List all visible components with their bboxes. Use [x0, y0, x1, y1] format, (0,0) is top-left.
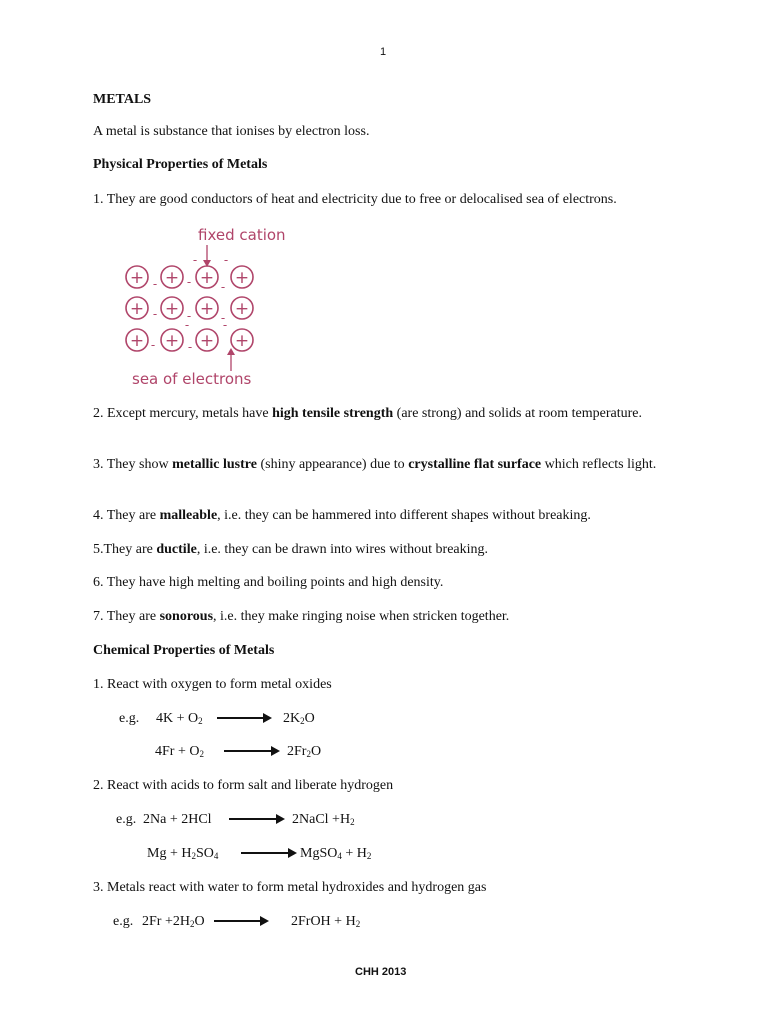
electron-minus: - — [220, 311, 226, 325]
cation-plus: + — [129, 331, 145, 351]
electron-minus: - — [220, 280, 226, 294]
physical-property-3: 3. They show metallic lustre (shiny appearance) due to crystalline flat surface which reflects light. — [93, 457, 657, 472]
eq3-prefix: e.g. — [116, 812, 137, 827]
chemical-property-2: 2. React with acids to form salt and liberate hydrogen — [93, 778, 394, 793]
eq4-reactants: $Mg + H_2SO_4$ — [147, 846, 219, 861]
eq3-arrow — [229, 818, 283, 820]
eq2-arrow — [224, 750, 278, 752]
physical-property-7: 7. They are sonorous, i.e. they make ringing noise when stricken together. — [93, 609, 510, 624]
eq4-products: MgSO$_4$ + $H_2$ — [300, 846, 372, 861]
physical-properties-heading: Physical Properties of Metals — [93, 157, 268, 172]
cation-plus: + — [164, 268, 180, 288]
electron-minus: - — [222, 318, 228, 332]
eq2-reactants: $4Fr + O_2$ — [155, 744, 204, 759]
chemical-property-3: 3. Metals react with water to form metal hydroxides and hydrogen gas — [93, 880, 487, 895]
electron-minus: - — [187, 340, 193, 354]
eq5-products: 2FrOH + $H_2$ — [291, 914, 361, 929]
sea-of-electrons-arrowhead — [227, 348, 235, 355]
electron-minus: - — [152, 277, 158, 291]
metallic-bonding-svg — [115, 220, 315, 395]
cation-plus: + — [129, 268, 145, 288]
page-number: 1 — [380, 46, 387, 58]
eq5-prefix: e.g. — [113, 914, 134, 929]
eq3-reactants: 2Na + 2HCl — [143, 812, 212, 827]
cation-plus: + — [199, 299, 215, 319]
electron-minus: - — [186, 275, 192, 289]
physical-property-4: 4. They are malleable, i.e. they can be hammered into different shapes without breaking. — [93, 508, 591, 523]
physical-property-1: 1. They are good conductors of heat and electricity due to free or delocalised sea of electrons. — [93, 192, 617, 207]
electron-minus: - — [150, 338, 156, 352]
eq1-prefix: e.g. — [119, 711, 140, 726]
cation-plus: + — [164, 299, 180, 319]
physical-property-2: 2. Except mercury, metals have high tensile strength (are strong) and solids at room temperature. — [93, 406, 642, 421]
fixed-cation-label: fixed cation — [198, 226, 286, 244]
cation-plus: + — [164, 331, 180, 351]
eq5-arrow — [214, 920, 267, 922]
eq5-reactants: $2Fr +2H_2O$ — [142, 914, 205, 929]
metallic-bonding-diagram — [115, 220, 315, 395]
chemical-property-1: 1. React with oxygen to form metal oxides — [93, 677, 332, 692]
cation-plus: + — [199, 331, 215, 351]
eq4-arrow — [241, 852, 295, 854]
eq1-products: $2K_2O$ — [283, 711, 315, 726]
cation-plus: + — [234, 268, 250, 288]
cation-plus: + — [199, 268, 215, 288]
chemical-properties-heading: Chemical Properties of Metals — [93, 643, 275, 658]
physical-property-5: 5.They are ductile, i.e. they can be drawn into wires without breaking. — [93, 542, 489, 557]
definition-text: A metal is substance that ionises by electron loss. — [93, 124, 370, 139]
electron-minus: - — [152, 307, 158, 321]
footer-text: CHH 2013 — [355, 966, 407, 978]
cation-plus: + — [129, 299, 145, 319]
physical-property-6: 6. They have high melting and boiling points and high density. — [93, 575, 444, 590]
electron-minus: - — [223, 253, 229, 267]
eq3-products: 2NaCl $+H_2$ — [292, 812, 355, 827]
cation-plus: + — [234, 299, 250, 319]
sea-of-electrons-label: sea of electrons — [132, 370, 252, 388]
electron-minus: - — [186, 309, 192, 323]
cation-plus: + — [234, 331, 250, 351]
eq1-reactants: $4K + O_2$ — [156, 711, 203, 726]
page-title: METALS — [93, 92, 152, 107]
eq1-arrow — [217, 717, 270, 719]
electron-minus: - — [192, 253, 198, 267]
eq2-products: $2Fr_2O$ — [287, 744, 322, 759]
electron-minus: - — [184, 318, 190, 332]
